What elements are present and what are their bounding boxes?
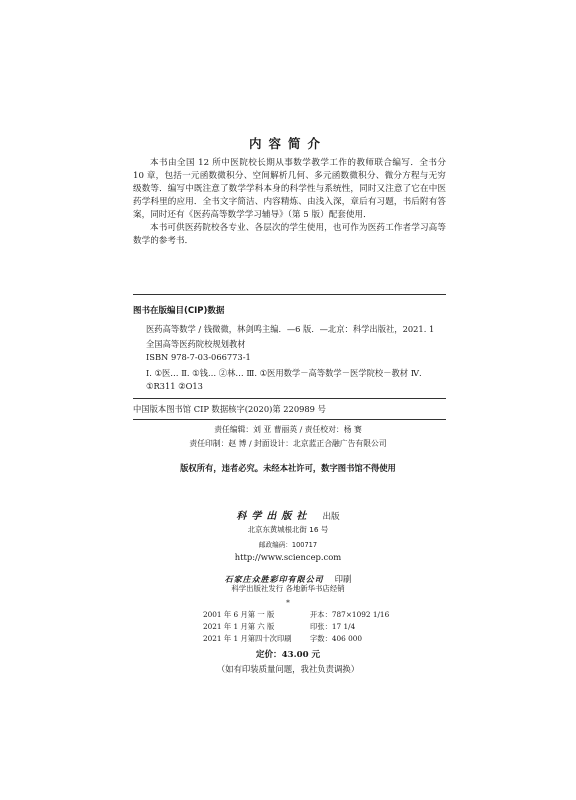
staff-production: 责任印制：赵 博 / 封面设计：北京蓝正合融广告有限公司 (189, 439, 387, 448)
edition-info: 2021 年 1 月第 六 版 (203, 622, 275, 631)
staff-editors: 责任编辑：刘 亚 曹丽英 / 责任校对：杨 赛 (214, 425, 362, 434)
summary-title: 内容简介 (248, 136, 327, 151)
copyright-notice: 版权所有，违者必究。未经本社许可，数字图书馆不得使用 (180, 463, 396, 473)
cip-heading: 图书在版编目(CIP)数据 (133, 306, 225, 316)
edition-info: 2001 年 6 月第 一 版 (203, 610, 275, 619)
printer-name: 石家庄众胜彩印有限公司 (224, 574, 324, 584)
publisher-line (0, 504, 576, 523)
format-info: 开本：787×1092 1/16 (310, 610, 390, 619)
divider-bottom (133, 419, 446, 420)
printing-info: 2021 年 1 月第四十次印刷 (203, 634, 292, 643)
cip-line-title: 医药高等数学 / 钱微微，林剑鸣主编．—6 版．—北京：科学出版社，2021. 1 (146, 324, 435, 334)
cip-line-number: 中国版本图书馆 CIP 数据核字(2020)第 220989 号 (133, 404, 326, 414)
cip-line-classification: Ⅰ. ①医… Ⅱ. ①钱… ②林… Ⅲ. ①医用数学－高等数学－医学院校－教材 Ⅳ. ①R311 ②O13 (146, 368, 422, 391)
publisher-suffix: 出版 (322, 512, 340, 522)
quality-note: （如有印装质量问题，我社负责调换） (216, 664, 360, 674)
publisher-postcode: 邮政编码：100717 (258, 541, 318, 549)
wordcount-info: 字数：406 000 (310, 634, 363, 643)
publisher-name: 科学出版社 (236, 511, 312, 522)
publisher-address: 北京东黄城根北街 16 号 (247, 525, 329, 534)
price: 定价：43.00 元 (255, 650, 321, 660)
star-separator: * (286, 598, 290, 607)
cip-line-isbn: ISBN 978-7-03-066773-1 (146, 352, 251, 362)
summary-body (133, 157, 446, 248)
distribution-line: 科学出版社发行 各地新华书店经销 (231, 584, 345, 593)
summary-paragraph-2: 本书可供医药院校各专业、各层次的学生使用，也可作为医药工作者学习高等数学的参考书． (133, 223, 446, 246)
printer-suffix: 印刷 (334, 574, 352, 584)
cip-line-series: 全国高等医药院校规划教材 (146, 339, 246, 349)
summary-paragraph-1: 本书由全国 12 所中医院校长期从事数学教学工作的教师联合编写．全书分 10 章，包括一元函数微积分、空间解析几何、多元函数微积分、微分方程与无穷级数等．编写中既注意了数学学科本身的科学性与系统性，同时又注意了它在中医药学科里的应用．全书文字简洁、内容精炼、由浅入深，章后有习题，书后附有答案，同时还有《医药高等数学学习辅导》（第 5 版）配套使用． (133, 158, 446, 220)
divider-top (133, 294, 446, 295)
divider-mid (133, 398, 446, 399)
sheets-info: 印张：17 1/4 (310, 622, 356, 631)
publisher-url: http://www.sciencep.com (234, 552, 342, 562)
